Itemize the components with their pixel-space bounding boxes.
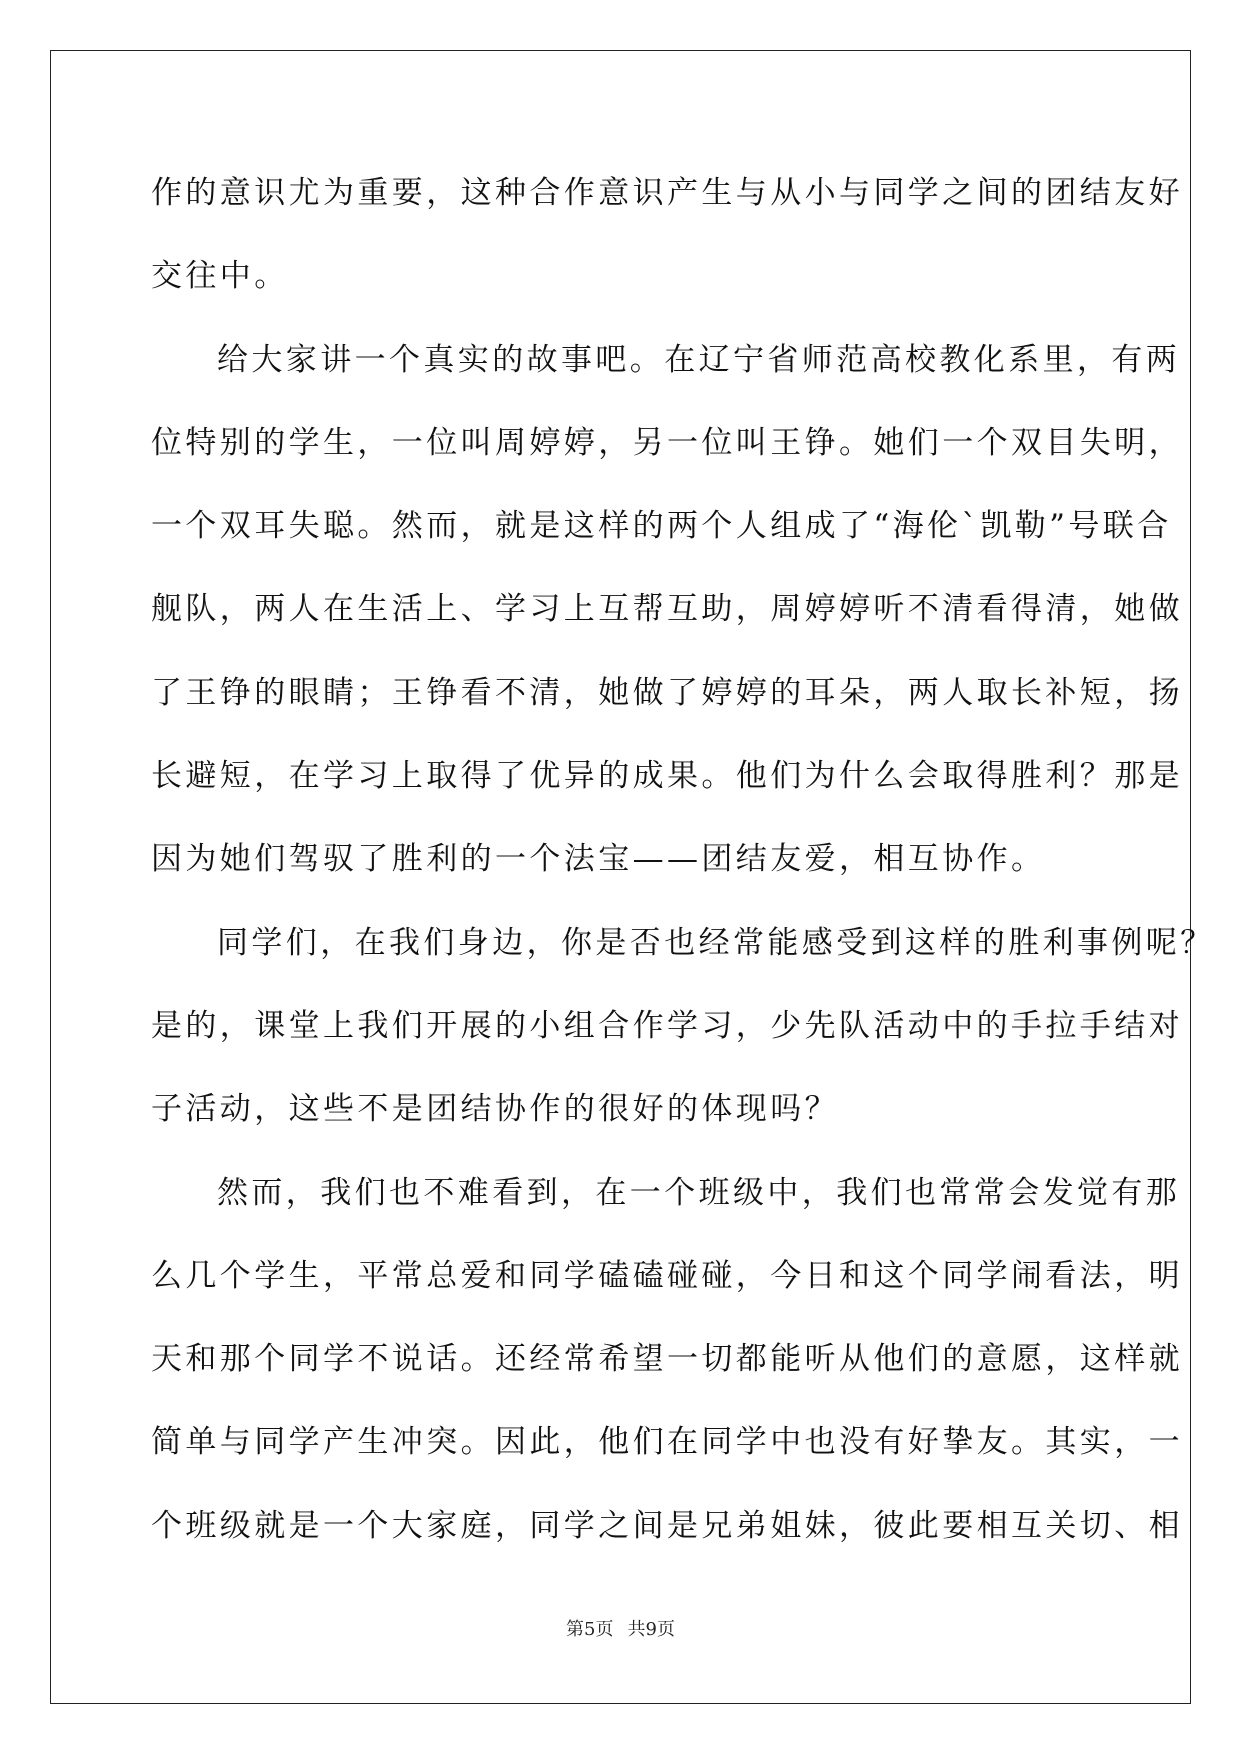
text-line: 简单与同学产生冲突。因此，他们在同学中也没有好挚友。其实，一 [151, 1424, 1183, 1461]
paragraph-first-line: 同学们，在我们身边，你是否也经常能感受到这样的胜利事例呢？ [217, 924, 1215, 961]
text-line: 因为她们驾驭了胜利的一个法宝——团结友爱，相互协作。 [151, 841, 1046, 878]
text-line: 了王铮的眼睛；王铮看不清，她做了婷婷的耳朵，两人取长补短，扬 [151, 674, 1183, 711]
text-line: 位特别的学生，一位叫周婷婷，另一位叫王铮。她们一个双目失明， [151, 424, 1183, 461]
page-number-footer [0, 1618, 1241, 1642]
paragraph-first-line: 给大家讲一个真实的故事吧。在辽宁省师范高校教化系里，有两 [217, 341, 1181, 378]
text-line: 是的，课堂上我们开展的小组合作学习，少先队活动中的手拉手结对 [151, 1007, 1183, 1044]
text-line: 么几个学生，平常总爱和同学磕磕碰碰，今日和这个同学闹看法，明 [151, 1257, 1183, 1294]
text-line: 个班级就是一个大家庭，同学之间是兄弟姐妹，彼此要相互关切、相 [151, 1507, 1183, 1544]
text-line: 子活动，这些不是团结协作的很好的体现吗？ [151, 1091, 839, 1128]
text-line: 一个双耳失聪。然而，就是这样的两个人组成了“海伦`凯勒”号联合 [151, 508, 1172, 545]
text-line: 舰队，两人在生活上、学习上互帮互助，周婷婷听不清看得清，她做 [151, 591, 1183, 628]
text-line: 天和那个同学不说话。还经常希望一切都能听从他们的意愿，这样就 [151, 1341, 1183, 1378]
current-page-label: 第5页 [566, 1619, 614, 1640]
text-line: 作的意识尤为重要，这种合作意识产生与从小与同学之间的团结友好 [151, 175, 1183, 211]
total-pages-label: 共9页 [627, 1619, 675, 1640]
text-line: 长避短，在学习上取得了优异的成果。他们为什么会取得胜利？那是 [151, 758, 1183, 795]
text-line: 交往中。 [151, 258, 289, 295]
body-text [151, 164, 1215, 1580]
paragraph-first-line: 然而，我们也不难看到，在一个班级中，我们也常常会发觉有那 [217, 1174, 1181, 1211]
